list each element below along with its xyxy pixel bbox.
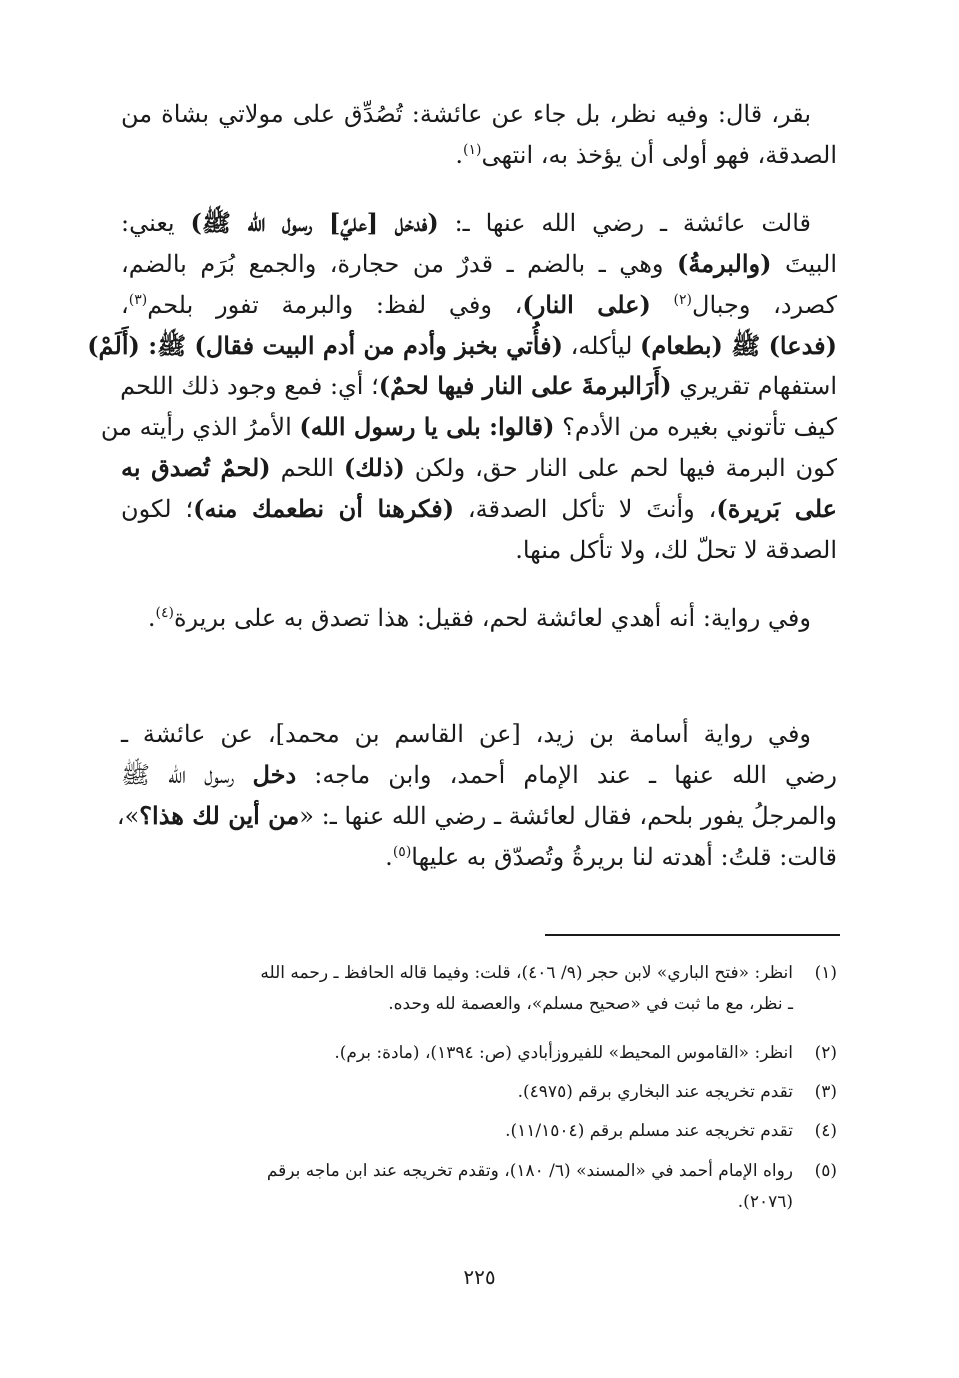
text-segment: يعني:: [121, 209, 191, 237]
footnote-number: (١): [814, 963, 837, 983]
footnote-number: (٥): [814, 1161, 837, 1181]
text-segment: وفي رواية أسامة بن زيد، [عن القاسم بن محمد]، عن عائشة ـ: [121, 720, 812, 748]
body-line: [100, 407, 837, 447]
body-line: [121, 530, 837, 570]
body-line: [121, 755, 837, 795]
footnote-text: انظر: «فتح الباري» لابن حجر (٩/ ٤٠٦)، قلت: وفيما قاله الحافظ ـ رحمه الله: [260, 963, 793, 983]
text-segment: الصدقة لا تحلّ لك، ولا تأكل منها.: [515, 536, 837, 564]
bold-text: من أين لك هذا؟: [139, 801, 300, 830]
footnote-number: (٤): [814, 1121, 837, 1141]
text-segment: ؛ أي: فمع وجود ذلك اللحم: [120, 372, 379, 400]
body-line: [87, 326, 837, 366]
page-number: ٢٢٥: [463, 1265, 496, 1289]
text-segment: ليأكله،: [562, 332, 641, 360]
text-segment: الأمرُ الذي رأيته من: [100, 413, 300, 441]
body-line: [121, 448, 837, 488]
body-line: [116, 796, 837, 836]
body-line: [121, 598, 837, 638]
text-segment: ، وفي لفظ: والبرمة تفور بلحم: [147, 291, 523, 319]
footnote-number: (٢): [814, 1043, 837, 1063]
footnote-text: ـ نظر، مع ما ثبت في «صحيح مسلم»، والعصمة لله وحده.: [388, 994, 793, 1014]
text-segment: وفي رواية: أنه أهدي لعائشة لحم، فقيل: هذا تصدق به على بريرة: [173, 604, 811, 632]
text-segment: .: [147, 604, 156, 632]
text-segment: استفهام تقريري: [671, 372, 837, 400]
text-segment: البيتَ: [771, 250, 837, 278]
text-segment: قالت: قلتُ: أهدته لنا بريرةُ وتُصدّق به عليها: [411, 843, 837, 871]
footnote-ref: (١): [463, 142, 482, 158]
bold-text: (على النار): [522, 290, 651, 319]
body-line: [121, 285, 837, 325]
footnote-ref: (٢): [673, 292, 692, 308]
footnote-line: [119, 1115, 837, 1147]
text-segment: ،: [121, 291, 129, 319]
body-line: [121, 489, 837, 529]
footnote-separator: [545, 934, 840, 936]
text-segment: قالت عائشة ـ رضي الله عنها ـ:: [438, 209, 812, 237]
body-line: [121, 837, 837, 877]
footnote-ref: (٤): [155, 605, 174, 621]
text-segment: ؛ لكون: [121, 495, 194, 523]
footnote-text: تقدم تخريجه عند البخاري برقم (٤٩٧٥).: [517, 1082, 793, 1102]
body-line: [121, 714, 837, 754]
body-line: [121, 94, 837, 134]
footnote-text: رواه الإمام أحمد في «المسند» (٦/ ١٨٠)، وتقدم تخريجه عند ابن ماجه برقم: [266, 1161, 793, 1181]
body-line: [121, 244, 837, 284]
bold-text: (ذلك): [343, 453, 405, 482]
text-segment: [651, 291, 674, 319]
text-segment: كيف تأتوني بغيره من الأدم؟: [554, 413, 837, 441]
footnote-number: (٣): [814, 1082, 837, 1102]
footnote-line: [119, 1037, 837, 1069]
bold-text: (والبرمةُ): [676, 249, 772, 278]
text-segment: وهي ـ بالضم ـ قدرٌ من حجارة، والجمع بُرَم بالضم،: [121, 250, 677, 278]
footnote-line: [119, 1155, 837, 1187]
footnote-text: (٢٠٧٦).: [737, 1192, 793, 1212]
text-segment: .: [385, 843, 393, 871]
text-segment: اللحم: [270, 454, 344, 482]
footnote-line: [119, 957, 837, 989]
footnote-line: [75, 1186, 837, 1218]
bold-text: (لحمٌ تُصدق به: [121, 453, 271, 482]
bold-text: (فدعا) ﷺ (بطعام): [640, 331, 837, 360]
bold-text: (فكرهنا أن نطعمك منه): [193, 494, 455, 523]
text-segment: كون البرمة فيها لحم على النار حق، ولكن: [404, 454, 838, 482]
footnote-text: تقدم تخريجه عند مسلم برقم (١١/١٥٠٤).: [505, 1121, 793, 1141]
text-segment: كصرد، وجبال: [692, 291, 837, 319]
text-segment: رسول الله ﷺ: [121, 761, 253, 789]
text-segment: رضي الله عنها ـ عند الإمام أحمد، وابن ماجه:: [296, 761, 837, 789]
body-line: [121, 203, 837, 243]
text-segment: »،: [116, 802, 140, 830]
body-line: [121, 135, 837, 175]
bold-text: على بَريرة): [716, 494, 838, 523]
bold-text: دخل: [252, 760, 297, 789]
bold-text: (فدخل [عليَّ] رسول الله ﷺ): [190, 208, 439, 237]
bold-text: (قالوا: بلى يا رسول الله): [299, 412, 555, 441]
text-segment: والمرجلُ يفور بلحم، فقال لعائشة ـ رضي الله عنها ـ: «: [299, 802, 837, 830]
bold-text: (أَرَالبرمةَ على النار فيها لحمٌ): [378, 371, 672, 400]
body-line: [121, 366, 837, 406]
footnote-line: [119, 1076, 837, 1108]
footnote-ref: (٥): [392, 844, 412, 860]
text-segment: الصدقة، فهو أولى أن يؤخذ به، انتهى: [481, 141, 837, 169]
footnote-line: [75, 988, 837, 1020]
text-segment: .: [455, 141, 464, 169]
text-segment: بقر، قال: وفيه نظر، بل جاء عن عائشة: تُصُدِّق على مولاتي بشاة من: [121, 100, 811, 128]
text-segment: ، وأنتَ لا تأكل الصدقة،: [454, 495, 717, 523]
footnote-ref: (٣): [128, 292, 148, 308]
bold-text: (فأُتي بخبز وأدم من أدم البيت فقال) ﷺ: (أَلَمْ): [87, 331, 563, 360]
footnote-text: انظر: «القاموس المحيط» للفيروزأبادي (ص: ١٣٩٤)، (مادة: برم).: [334, 1043, 793, 1063]
